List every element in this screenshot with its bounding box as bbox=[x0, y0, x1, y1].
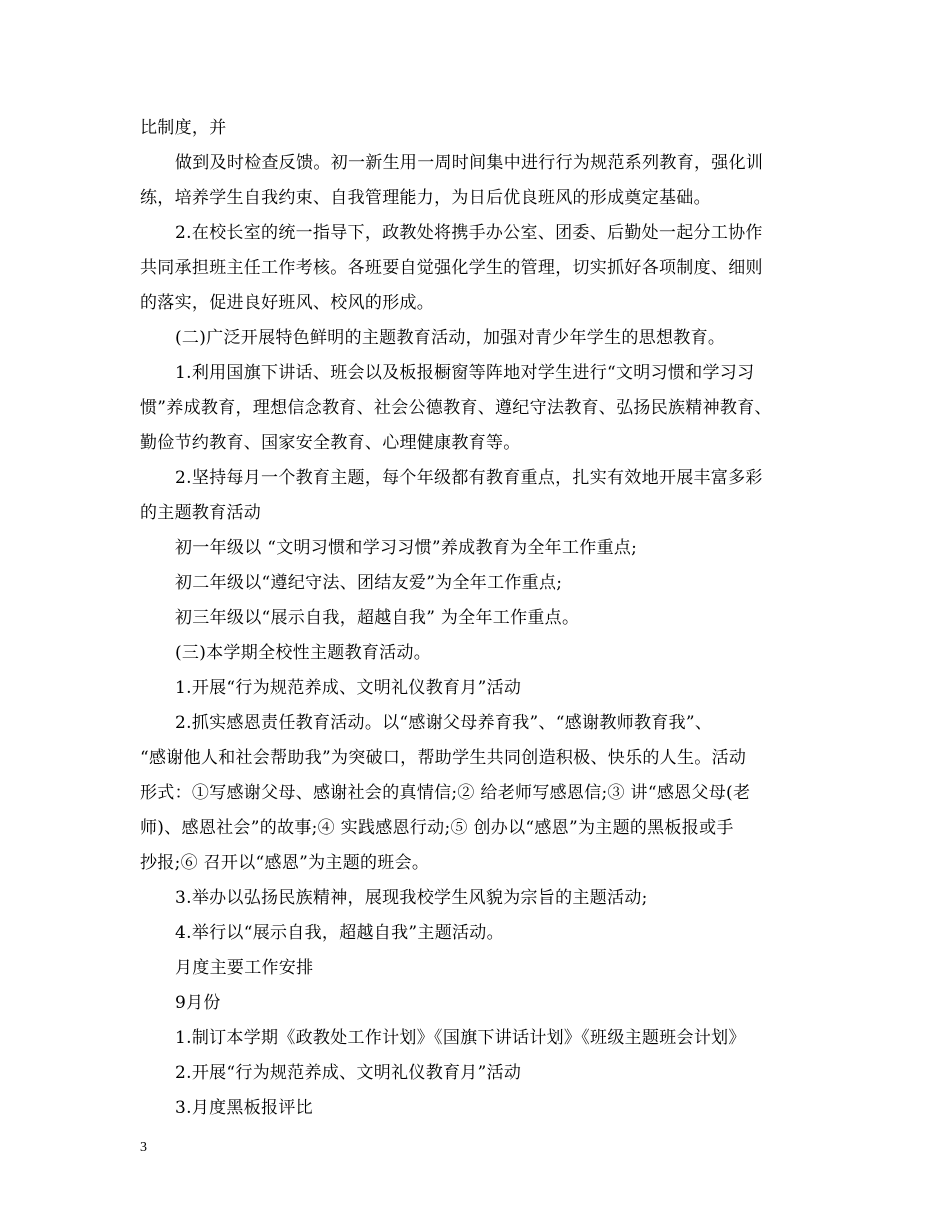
paragraph-line: 形式：①写感谢父母、感谢社会的真情信;② 给老师写感恩信;③ 讲“感恩父母(老 bbox=[140, 783, 751, 803]
paragraph-line: 2.坚持每月一个教育主题，每个年级都有教育重点，扎实有效地开展丰富多彩 bbox=[175, 468, 763, 488]
paragraph-line: 共同承担班主任工作考核。各班要自觉强化学生的管理，切实抓好各项制度、细则 bbox=[140, 258, 763, 278]
list-item: 3.月度黑板报评比 bbox=[175, 1098, 313, 1118]
paragraph-line: 初三年级以“展示自我，超越自我” 为全年工作重点。 bbox=[175, 608, 580, 628]
paragraph-line: 初二年级以“遵纪守法、团结友爱”为全年工作重点; bbox=[175, 573, 563, 593]
section-heading: (三)本学期全校性主题教育活动。 bbox=[175, 643, 432, 663]
paragraph-line: 比制度，并 bbox=[140, 118, 227, 138]
section-heading: 月度主要工作安排 bbox=[175, 958, 314, 978]
paragraph-line: 抄报;⑥ 召开以“感恩”为主题的班会。 bbox=[140, 853, 430, 873]
paragraph-line: 师)、感恩社会”的故事;④ 实践感恩行动;⑤ 创办以“感恩”为主题的黑板报或手 bbox=[140, 818, 734, 838]
section-heading: (二)广泛开展特色鲜明的主题教育活动，加强对青少年学生的思想教育。 bbox=[175, 328, 726, 348]
paragraph-line: 惯”养成教育，理想信念教育、社会公德教育、遵纪守法教育、弘扬民族精神教育、 bbox=[140, 398, 772, 418]
paragraph-line: 1.利用国旗下讲话、班会以及板报橱窗等阵地对学生进行“文明习惯和学习习 bbox=[175, 363, 755, 383]
month-heading: 9月份 bbox=[175, 993, 221, 1013]
paragraph-line: 练，培养学生自我约束、自我管理能力，为日后优良班风的形成奠定基础。 bbox=[140, 188, 711, 208]
page-number: 3 bbox=[140, 1140, 147, 1155]
paragraph-line: 4.举行以“展示自我，超越自我”主题活动。 bbox=[175, 923, 504, 943]
list-item: 2.开展“行为规范养成、文明礼仪教育月”活动 bbox=[175, 1063, 522, 1083]
paragraph-line: 勤俭节约教育、国家安全教育、心理健康教育等。 bbox=[140, 433, 521, 453]
paragraph-line: 3.举办以弘扬民族精神，展现我校学生风貌为宗旨的主题活动; bbox=[175, 888, 648, 908]
paragraph-line: 2.在校长室的统一指导下，政教处将携手办公室、团委、后勤处一起分工协作 bbox=[175, 223, 763, 243]
paragraph-line: 2.抓实感恩责任教育活动。以“感谢父母养育我”、“感谢教师教育我”、 bbox=[175, 713, 713, 733]
paragraph-line: 1.开展“行为规范养成、文明礼仪教育月”活动 bbox=[175, 678, 522, 698]
paragraph-line: 的落实，促进良好班风、校风的形成。 bbox=[140, 293, 435, 313]
paragraph-line: 做到及时检查反馈。初一新生用一周时间集中进行行为规范系列教育，强化训 bbox=[175, 153, 764, 173]
paragraph-line: 初一年级以 “文明习惯和学习习惯”养成教育为全年工作重点; bbox=[175, 538, 638, 558]
list-item: 1.制订本学期《政教处工作计划》《国旗下讲话计划》《班级主题班会计划》 bbox=[175, 1028, 746, 1048]
paragraph-line: “感谢他人和社会帮助我”为突破口，帮助学生共同创造积极、快乐的人生。活动 bbox=[140, 748, 747, 768]
paragraph-line: 的主题教育活动 bbox=[140, 503, 262, 523]
